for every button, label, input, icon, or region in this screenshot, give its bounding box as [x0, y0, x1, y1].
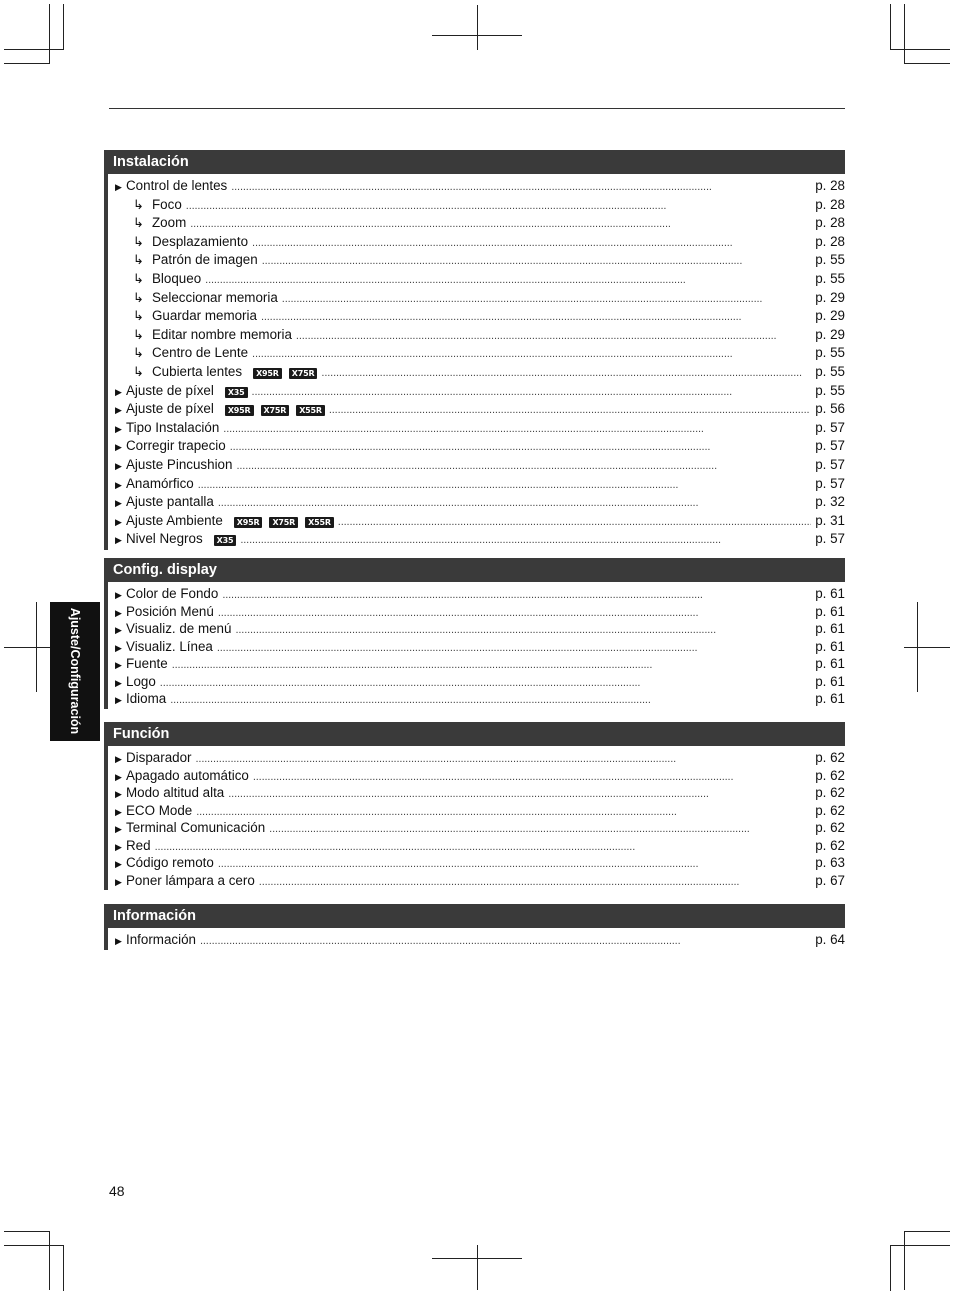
entry-label: Cubierta lentes — [152, 363, 243, 379]
model-badge: X95R — [253, 368, 282, 379]
model-badge: X75R — [269, 517, 298, 528]
dot-leader — [282, 293, 811, 305]
model-badge: X75R — [261, 405, 290, 416]
model-badges — [227, 517, 334, 528]
section-entries — [104, 928, 845, 950]
index-entry[interactable] — [108, 197, 845, 216]
triangle-right-icon: ▶ — [115, 876, 122, 887]
entry-label: Ajuste Ambiente — [126, 512, 223, 528]
triangle-right-icon: ▶ — [115, 590, 122, 600]
chapter-side-tab — [50, 602, 100, 741]
dot-leader — [230, 441, 811, 453]
index-entry[interactable] — [108, 674, 845, 692]
dot-leader — [198, 479, 811, 491]
model-badges — [246, 368, 317, 379]
page-reference: p. 57 — [815, 475, 845, 491]
dot-leader — [205, 274, 811, 286]
triangle-right-icon: ▶ — [115, 789, 122, 799]
sub-arrow-icon: ↳ — [133, 326, 144, 342]
section-title: Información — [104, 904, 845, 928]
page-reference: p. 29 — [815, 308, 845, 324]
dot-leader — [259, 876, 811, 888]
index-entry[interactable] — [108, 531, 845, 550]
entry-label: Visualiz. de menú — [126, 621, 232, 636]
index-entry[interactable] — [108, 785, 845, 803]
section-title: Instalación — [104, 150, 845, 174]
page-reference: p. 55 — [815, 345, 845, 361]
index-entry[interactable] — [108, 215, 845, 234]
entry-label: Ajuste pantalla — [126, 494, 214, 510]
entry-label: Ajuste de píxel — [126, 382, 214, 398]
model-badges — [218, 387, 248, 398]
entry-label: Centro de Lente — [152, 345, 249, 361]
section-entries — [104, 746, 845, 890]
dot-leader — [218, 607, 811, 619]
index-entry[interactable] — [108, 457, 845, 476]
sub-arrow-icon: ↳ — [133, 289, 144, 305]
entry-label: Posición Menú — [126, 603, 214, 619]
index-entry[interactable] — [108, 476, 845, 495]
page-reference: p. 32 — [815, 494, 845, 510]
dot-leader — [269, 823, 811, 835]
triangle-right-icon: ▶ — [115, 442, 122, 453]
section — [104, 722, 845, 890]
entry-label: Guardar memoria — [152, 308, 257, 324]
dot-leader — [186, 200, 811, 212]
index-entry[interactable] — [108, 420, 845, 439]
triangle-right-icon: ▶ — [115, 405, 122, 416]
entry-label: Ajuste Pincushion — [126, 456, 233, 472]
entry-label: Patrón de imagen — [152, 252, 258, 268]
page-reference: p. 61 — [815, 691, 845, 706]
index-entry[interactable] — [108, 234, 845, 253]
index-entry[interactable] — [108, 308, 845, 327]
model-badge: X35 — [225, 387, 248, 398]
section — [104, 150, 845, 550]
entry-label: Fuente — [126, 656, 168, 671]
triangle-right-icon: ▶ — [115, 498, 122, 509]
dot-leader — [196, 753, 812, 765]
index-entry[interactable] — [108, 803, 845, 821]
triangle-right-icon: ▶ — [115, 182, 122, 192]
index-entry[interactable] — [108, 383, 845, 402]
dot-leader — [222, 589, 811, 601]
sub-arrow-icon: ↳ — [133, 233, 144, 249]
model-badge: X55R — [305, 517, 334, 528]
triangle-right-icon: ▶ — [115, 479, 122, 490]
entry-label: Desplazamiento — [152, 233, 249, 249]
page-reference: p. 61 — [815, 673, 845, 689]
index-entry[interactable] — [108, 855, 845, 873]
dot-leader — [338, 516, 811, 528]
triangle-right-icon: ▶ — [115, 841, 122, 852]
triangle-right-icon: ▶ — [115, 423, 122, 434]
entry-label: Color de Fondo — [126, 586, 219, 601]
entry-label: Zoom — [152, 215, 187, 231]
dot-leader — [240, 534, 811, 546]
entry-label: Terminal Comunicación — [126, 820, 266, 835]
page-reference: p. 55 — [815, 363, 845, 379]
dot-leader — [261, 311, 811, 323]
page-reference: p. 61 — [815, 621, 845, 636]
triangle-right-icon: ▶ — [115, 642, 122, 653]
dot-leader — [253, 771, 811, 783]
triangle-right-icon: ▶ — [115, 859, 122, 869]
page-reference: p. 57 — [815, 419, 845, 435]
section-title: Config. display — [104, 558, 845, 582]
triangle-right-icon: ▶ — [115, 607, 122, 618]
page-reference: p. 62 — [815, 750, 845, 765]
dot-leader — [252, 386, 812, 398]
section — [104, 558, 845, 709]
dot-leader — [190, 218, 811, 230]
page-number: 48 — [109, 1183, 125, 1199]
sub-arrow-icon: ↳ — [133, 252, 144, 268]
index-entry[interactable] — [108, 820, 845, 838]
dot-leader — [196, 806, 811, 818]
page-reference: p. 55 — [815, 252, 845, 268]
entry-label: Nivel Negros — [126, 531, 203, 547]
dot-leader — [160, 677, 811, 689]
entry-label: Seleccionar memoria — [152, 289, 278, 305]
page-reference: p. 61 — [815, 638, 845, 654]
index-entry[interactable] — [108, 838, 845, 856]
page-reference: p. 63 — [815, 855, 845, 870]
index-entry[interactable] — [108, 932, 845, 950]
section-entries — [104, 174, 845, 550]
page-reference: p. 62 — [815, 837, 845, 853]
page-reference: p. 67 — [815, 872, 845, 888]
triangle-right-icon: ▶ — [115, 516, 122, 527]
dot-leader — [223, 423, 811, 435]
index-entry[interactable] — [108, 768, 845, 786]
page-reference: p. 55 — [815, 382, 845, 398]
dot-leader — [218, 497, 811, 509]
dot-leader — [172, 659, 812, 671]
dot-leader — [236, 460, 811, 472]
entry-label: Editar nombre memoria — [152, 326, 292, 342]
entry-label: Bloqueo — [152, 270, 202, 286]
dot-leader — [170, 694, 811, 706]
page-reference: p. 28 — [815, 233, 845, 249]
sub-arrow-icon: ↳ — [133, 363, 144, 379]
page-reference: p. 28 — [815, 178, 845, 193]
triangle-right-icon: ▶ — [115, 535, 122, 546]
entry-label: Poner lámpara a cero — [126, 872, 255, 888]
page-reference: p. 55 — [815, 270, 845, 286]
page-reference: p. 61 — [815, 586, 845, 601]
page-reference: p. 62 — [815, 785, 845, 800]
index-entry[interactable] — [108, 513, 845, 532]
index-entry[interactable] — [108, 604, 845, 622]
entry-label: Anamórfico — [126, 475, 194, 491]
dot-leader — [296, 330, 811, 342]
entry-label: Apagado automático — [126, 767, 249, 783]
sub-arrow-icon: ↳ — [133, 215, 144, 231]
triangle-right-icon: ▶ — [115, 771, 122, 782]
chapter-side-tab-label: Ajuste/Configuración — [68, 607, 82, 735]
dot-leader — [321, 367, 811, 379]
entry-label: Código remoto — [126, 855, 214, 870]
entry-label: ECO Mode — [126, 802, 193, 818]
index-entry[interactable] — [108, 656, 845, 674]
page-reference: p. 29 — [815, 289, 845, 305]
index-entry[interactable] — [108, 873, 845, 891]
index-entry[interactable] — [108, 345, 845, 364]
entry-label: Disparador — [126, 750, 192, 765]
dot-leader — [252, 237, 811, 249]
model-badge: X95R — [234, 517, 263, 528]
dot-leader — [155, 841, 812, 853]
entry-label: Ajuste de píxel — [126, 401, 214, 417]
section — [104, 904, 845, 950]
entry-label: Foco — [152, 196, 182, 212]
sub-arrow-icon: ↳ — [133, 270, 144, 286]
dot-leader — [200, 935, 811, 947]
triangle-right-icon: ▶ — [115, 386, 122, 397]
page-reference: p. 28 — [815, 196, 845, 212]
triangle-right-icon: ▶ — [115, 824, 122, 834]
sub-arrow-icon: ↳ — [133, 345, 144, 361]
page-reference: p. 62 — [815, 802, 845, 818]
triangle-right-icon: ▶ — [115, 754, 122, 764]
model-badges — [218, 405, 325, 416]
index-entry[interactable] — [108, 178, 845, 197]
model-badge: X95R — [225, 405, 254, 416]
section-entries — [104, 582, 845, 709]
triangle-right-icon: ▶ — [115, 625, 122, 635]
index-entry[interactable] — [108, 290, 845, 309]
dot-leader — [235, 624, 811, 636]
sub-arrow-icon: ↳ — [133, 196, 144, 212]
index-entry[interactable] — [108, 327, 845, 346]
triangle-right-icon: ▶ — [115, 695, 122, 705]
index-entry[interactable] — [108, 621, 845, 639]
page-reference: p. 61 — [815, 603, 845, 619]
entry-label: Idioma — [126, 691, 167, 706]
page-reference: p. 29 — [815, 326, 845, 342]
entry-label: Logo — [126, 673, 156, 689]
dot-leader — [228, 788, 811, 800]
index-entry[interactable] — [108, 252, 845, 271]
page-reference: p. 57 — [815, 531, 845, 547]
triangle-right-icon: ▶ — [115, 660, 122, 670]
dot-leader — [218, 858, 811, 870]
dot-leader — [329, 404, 811, 416]
page-reference: p. 57 — [815, 438, 845, 454]
index-entry[interactable] — [108, 586, 845, 604]
dot-leader — [262, 255, 811, 267]
index-entry[interactable] — [108, 494, 845, 513]
section-title: Función — [104, 722, 845, 746]
entry-label: Visualiz. Línea — [126, 638, 213, 654]
entry-label: Corregir trapecio — [126, 438, 226, 454]
triangle-right-icon: ▶ — [115, 677, 122, 688]
index-entry[interactable] — [108, 401, 845, 420]
entry-label: Información — [126, 932, 196, 947]
model-badges — [207, 535, 237, 546]
index-entry[interactable] — [108, 750, 845, 768]
page-reference: p. 56 — [815, 401, 845, 417]
triangle-right-icon: ▶ — [115, 806, 122, 817]
page-reference: p. 31 — [815, 512, 845, 528]
dot-leader — [231, 181, 811, 193]
dot-leader — [252, 348, 811, 360]
index-entry[interactable] — [108, 364, 845, 383]
entry-label: Red — [126, 837, 151, 853]
page-reference: p. 62 — [815, 767, 845, 783]
page-reference: p. 61 — [815, 656, 845, 671]
model-badge: X75R — [289, 368, 318, 379]
entry-label: Tipo Instalación — [126, 419, 220, 435]
entry-label: Modo altitud alta — [126, 785, 225, 800]
page-reference: p. 28 — [815, 215, 845, 231]
index-entry[interactable] — [108, 438, 845, 457]
triangle-right-icon: ▶ — [115, 936, 122, 946]
index-entry[interactable] — [108, 271, 845, 290]
model-badge: X55R — [296, 405, 325, 416]
page-reference: p. 64 — [815, 932, 845, 947]
sub-arrow-icon: ↳ — [133, 308, 144, 324]
triangle-right-icon: ▶ — [115, 460, 122, 471]
header-rule — [109, 108, 845, 109]
model-badge: X35 — [214, 535, 237, 546]
page-reference: p. 57 — [815, 456, 845, 472]
entry-label: Control de lentes — [126, 178, 228, 193]
index-entry[interactable] — [108, 691, 845, 709]
index-entry[interactable] — [108, 639, 845, 657]
page-reference: p. 62 — [815, 820, 845, 835]
dot-leader — [217, 642, 811, 654]
